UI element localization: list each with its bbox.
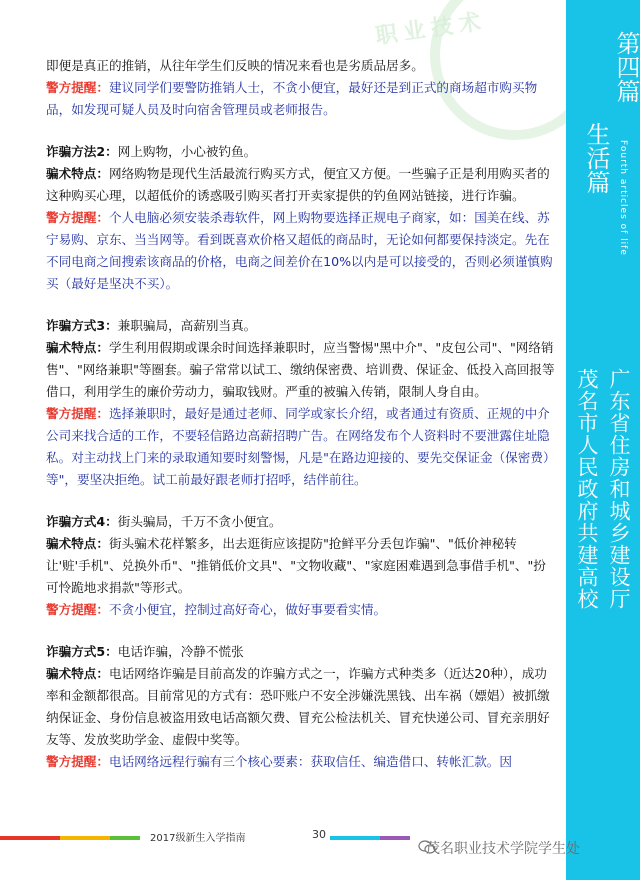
footer-brand: 茂名职业技术学院学生处: [426, 841, 580, 857]
paragraph-text: 个人电脑必须安装杀毒软件，网上购物要选择正规电子商家，如：国美在线、苏宁易购、京东、当当网等。看到既喜欢价格又超低的商品时，无论如何都要保持淡定。先在不同电商之间搜索该商品的价格，电商之间差价在10%以内是可以接受的，否则必须谨慎购买（最好是坚决不买）。: [46, 210, 553, 291]
paragraph-text: 学生利用假期或课余时间选择兼职时，应当警惕"黑中介"、"皮包公司"、"网络销售"、"网络兼职"等圈套。骗子常常以试工、缴纳保密费、培训费、保证金、低投入高回报等借口，利用学生的廉价劳动力，骗取钱财。严重的被骗入传销，限制人身自由。: [46, 340, 555, 399]
paragraph-text: 电话网络远程行骗有三个核心要素：获取信任、编造借口、转帐汇款。因: [108, 754, 512, 769]
paragraph-text: 街头骗局，千万不贪小便宜。: [117, 514, 282, 529]
page-number: 30: [312, 828, 326, 841]
paragraph: [46, 641, 556, 663]
watermark-text: 职业技术: [373, 9, 489, 50]
heading-label: 诈骗方式3：: [46, 318, 118, 333]
paragraph-gap: [46, 295, 556, 315]
paragraph-text: 街头骗术花样繁多，出去逛街应该提防"抢鲜平分丢包诈骗"、"低价神秘转让'赃'手机"、兑换外币"、"推销低价文具"、"文物收藏"、"家庭困难遇到急事借手机"、"扮可怜跪地求捐款"等形式。: [46, 536, 546, 595]
paragraph-text: 选择兼职时，最好是通过老师、同学或家长介绍，或者通过有资质、正规的中介公司来找合适的工作，不要轻信路边高薪招聘广告。在网络发布个人资料时不要泄露住址隐私。对主动找上门来的录取通知要时刻警惕，凡是"在路边迎接的、要先交保证金（保密费）等"，要坚决拒绝。试工前最好跟老师打招呼，结伴前往。: [46, 406, 556, 487]
paragraph: [46, 663, 556, 751]
paragraph: [46, 511, 556, 533]
part-title: 第四篇: [612, 31, 640, 103]
article-body: [46, 55, 556, 773]
paragraph: [46, 315, 556, 337]
paragraph: [46, 337, 556, 403]
footer-color-bar-green: [110, 836, 140, 840]
paragraph: [46, 207, 556, 295]
warning-label: 警方提醒：: [46, 80, 109, 95]
heading-label: 骗术特点：: [46, 340, 109, 355]
heading-label: 诈骗方法2：: [46, 144, 118, 159]
organization-line-1: 广东省住房和城乡建设厅: [607, 368, 631, 610]
heading-label: 骗术特点：: [46, 666, 109, 681]
organization-line-2: 茂名市人民政府共建高校: [575, 368, 599, 610]
heading-label: 诈骗方式4：: [46, 514, 118, 529]
footer-color-bar-purple: [380, 836, 410, 840]
paragraph-gap: [46, 121, 556, 141]
footer-guide-title: 2017级新生入学指南: [150, 833, 246, 844]
paragraph-text: 不贪小便宜，控制过高好奇心，做好事要看实情。: [108, 602, 387, 617]
section-english-title: Fourth articles of life: [618, 140, 628, 256]
paragraph: [46, 403, 556, 491]
paragraph-text: 即便是真正的推销，从往年学生们反映的情况来看也是劣质品居多。: [46, 58, 424, 73]
paragraph: [46, 533, 556, 599]
paragraph-gap: [46, 491, 556, 511]
paragraph-text: 网络购物是现代生活最流行购买方式，便宜又方便。一些骗子正是利用购买者的这种购买心理，以超低价的诱惑吸引购买者打开卖家提供的钓鱼网站链接，进行诈骗。: [46, 166, 550, 203]
heading-label: 诈骗方式5：: [46, 644, 118, 659]
paragraph: [46, 751, 556, 773]
paragraph-text: 电话网络诈骗是目前高发的诈骗方式之一，诈骗方式种类多（近达20种），成功率和金额都很高。目前常见的方式有：恐吓账户不安全涉嫌洗黑钱、出车祸（嫖娼）被抓缴纳保证金、身份信息被盗用致电话高额欠费、冒充公检法机关、冒充快递公司、冒充亲朋好友等、发放奖助学金、虚假中奖等。: [46, 666, 550, 747]
warning-label: 警方提醒：: [46, 602, 109, 617]
paragraph-text: 电话诈骗，冷静不慌张: [117, 644, 244, 659]
heading-label: 骗术特点：: [46, 536, 109, 551]
paragraph: [46, 141, 556, 163]
paragraph: [46, 599, 556, 621]
warning-label: 警方提醒：: [46, 406, 109, 421]
warning-label: 警方提醒：: [46, 754, 109, 769]
paragraph-text: 网上购物，小心被钓鱼。: [117, 144, 257, 159]
warning-label: 警方提醒：: [46, 210, 109, 225]
footer-color-bar-red: [0, 836, 60, 840]
paragraph-gap: [46, 621, 556, 641]
heading-label: 骗术特点：: [46, 166, 109, 181]
section-title: 生活篇: [582, 122, 610, 194]
paragraph: [46, 163, 556, 207]
paragraph-text: 建议同学们要警防推销人士，不贪小便宜，最好还是到正式的商场超市购买物品，如发现可疑人员及时向宿舍管理员或老师报告。: [46, 80, 538, 117]
paragraph: [46, 55, 556, 77]
footer-color-bar-yellow: [60, 836, 110, 840]
paragraph-text: 兼职骗局，高薪别当真。: [117, 318, 257, 333]
footer-color-bar-blue: [330, 836, 380, 840]
paragraph: [46, 77, 556, 121]
